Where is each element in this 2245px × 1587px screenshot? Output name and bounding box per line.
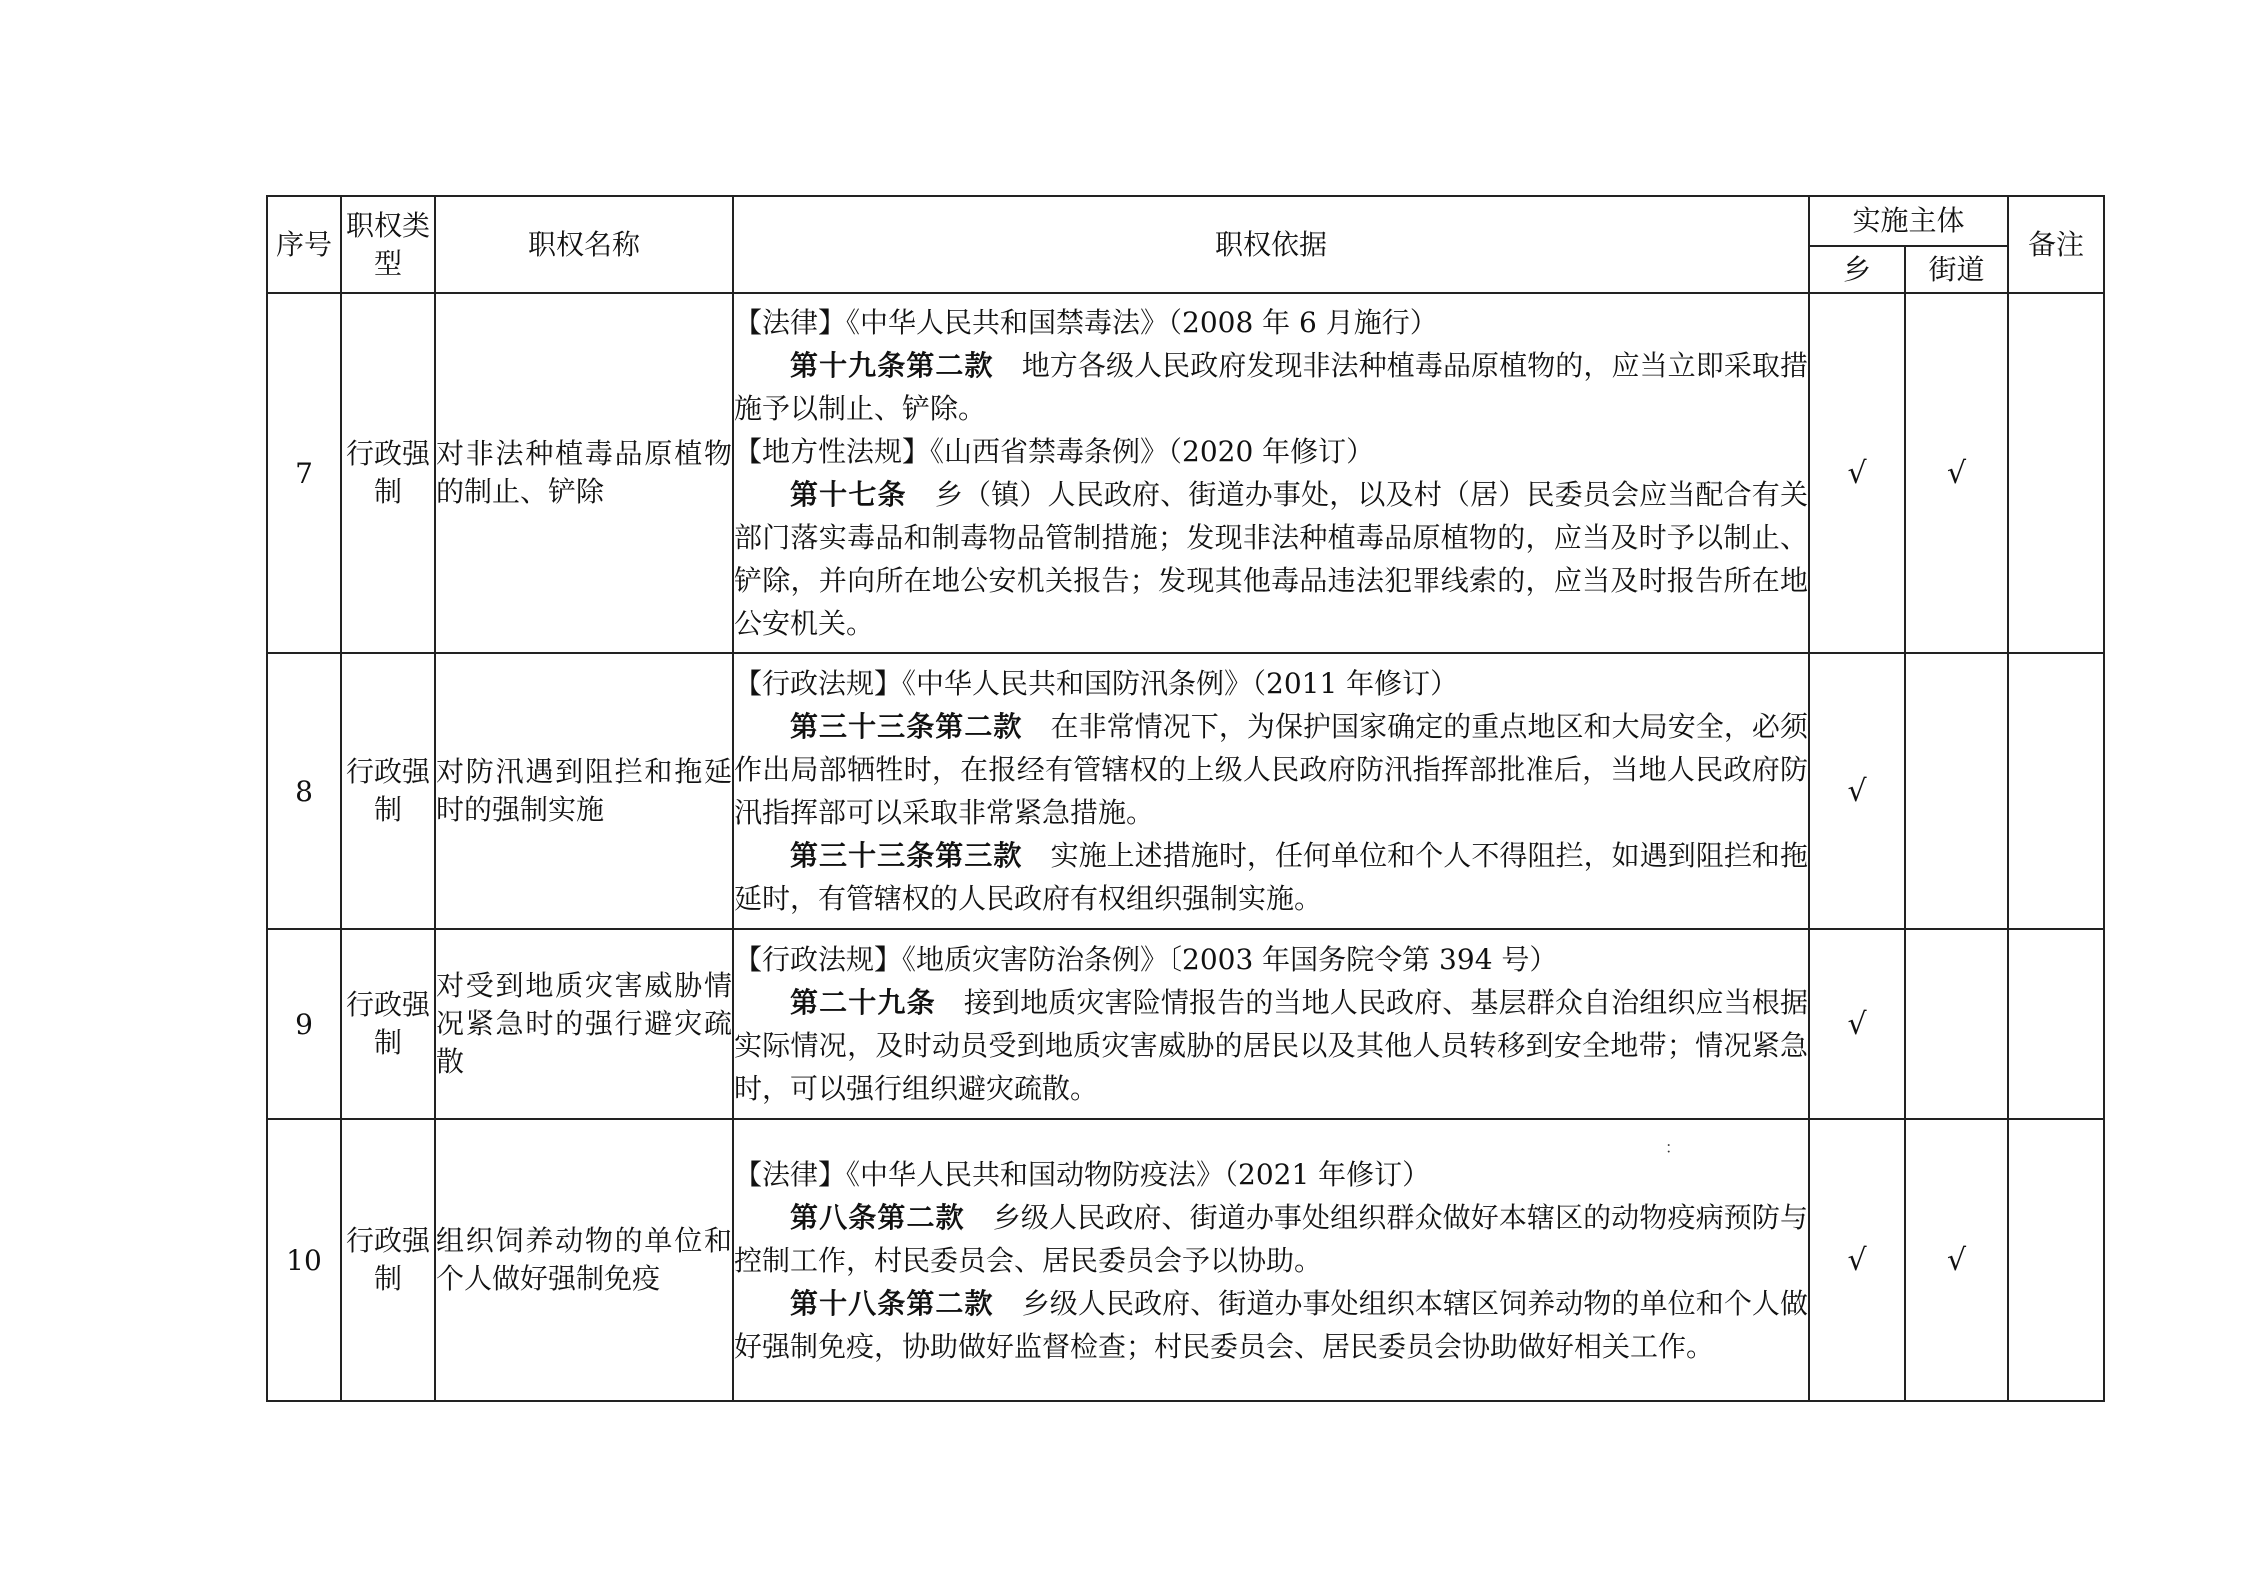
legal-article — [734, 344, 1808, 430]
margin-mark: ： — [1665, 1138, 1682, 1157]
article-title: 第十七条 — [790, 478, 907, 511]
authority-type: 行政强制 — [341, 929, 435, 1119]
authority-basis — [733, 653, 1809, 929]
street-check: √ — [1905, 1119, 2008, 1401]
authority-table — [266, 195, 2105, 1402]
article-title: 第十九条第二款 — [790, 349, 994, 382]
table-row — [267, 653, 2104, 929]
remark-cell — [2008, 929, 2104, 1119]
legal-source: 【法律】《中华人民共和国禁毒法》（2008 年 6 月施行） — [734, 306, 1438, 339]
authority-basis — [733, 293, 1809, 653]
article-text: 乡级人民政府、街道办事处组织本辖区饲养动物的单位和个人做好强制免疫，协助做好监督检查；村民委员会、居民委员会协助做好相关工作。 — [734, 1286, 1808, 1363]
authority-type: 行政强制 — [341, 653, 435, 929]
authority-type: 行政强制 — [341, 1119, 435, 1401]
legal-article — [734, 473, 1808, 645]
street-check: √ — [1905, 293, 2008, 653]
article-text: 实施上述措施时，任何单位和个人不得阻拦，如遇到阻拦和拖延时，有管辖权的人民政府有权组织强制实施。 — [734, 839, 1808, 915]
header-no: 序号 — [267, 196, 341, 293]
article-text: 在非常情况下，为保护国家确定的重点地区和大局安全，必须作出局部牺牲时，在报经有管辖权的上级人民政府防汛指挥部批准后，当地人民政府防汛指挥部可以采取非常紧急措施。 — [734, 710, 1808, 829]
township-check: √ — [1809, 653, 1905, 929]
table-row — [267, 1119, 2104, 1401]
header-street: 街道 — [1905, 246, 2008, 293]
township-check: √ — [1809, 929, 1905, 1119]
township-check: √ — [1809, 293, 1905, 653]
article-title: 第二十九条 — [790, 986, 936, 1019]
table-row — [267, 293, 2104, 653]
header-basis: 职权依据 — [733, 196, 1809, 293]
article-title: 第八条第二款 — [790, 1200, 965, 1234]
remark-cell — [2008, 1119, 2104, 1401]
legal-article — [734, 1196, 1808, 1282]
row-number: 10 — [267, 1119, 341, 1401]
township-check: √ — [1809, 1119, 1905, 1401]
street-check — [1905, 653, 2008, 929]
article-title: 第三十三条第三款 — [790, 839, 1023, 872]
authority-name: 组织饲养动物的单位和个人做好强制免疫 — [435, 1119, 733, 1401]
legal-article — [734, 834, 1808, 920]
article-title: 第三十三条第二款 — [790, 710, 1023, 743]
authority-basis — [733, 929, 1809, 1119]
legal-source: 【行政法规】《地质灾害防治条例》〔2003 年国务院令第 394 号） — [734, 943, 1558, 976]
table-header — [267, 196, 2104, 293]
table-body — [267, 293, 2104, 1401]
article-title: 第十八条第二款 — [790, 1286, 994, 1320]
authority-basis — [733, 1119, 1809, 1401]
header-township: 乡 — [1809, 246, 1905, 293]
authority-name: 对非法种植毒品原植物的制止、铲除 — [435, 293, 733, 653]
article-text: 乡级人民政府、街道办事处组织群众做好本辖区的动物疫病预防与控制工作，村民委员会、居民委员会予以协助。 — [734, 1200, 1808, 1277]
remark-cell — [2008, 653, 2104, 929]
legal-source: 【地方性法规】《山西省禁毒条例》（2020 年修订） — [734, 435, 1375, 468]
header-subject: 实施主体 — [1809, 196, 2008, 246]
header-type: 职权类型 — [341, 196, 435, 293]
legal-source: 【法律】《中华人民共和国动物防疫法》（2021 年修订） — [734, 1157, 1431, 1191]
authority-type: 行政强制 — [341, 293, 435, 653]
authority-name: 对防汛遇到阻拦和拖延时的强制实施 — [435, 653, 733, 929]
header-remark: 备注 — [2008, 196, 2104, 293]
article-text: 乡（镇）人民政府、街道办事处，以及村（居）民委员会应当配合有关部门落实毒品和制毒物品管制措施；发现非法种植毒品原植物的，应当及时予以制止、铲除，并向所在地公安机关报告；发现其他毒品违法犯罪线索的，应当及时报告所在地公安机关。 — [734, 478, 1808, 640]
row-number: 7 — [267, 293, 341, 653]
article-text: 接到地质灾害险情报告的当地人民政府、基层群众自治组织应当根据实际情况，及时动员受到地质灾害威胁的居民以及其他人员转移到安全地带；情况紧急时，可以强行组织避灾疏散。 — [734, 986, 1808, 1105]
legal-article — [734, 705, 1808, 834]
header-name: 职权名称 — [435, 196, 733, 293]
legal-article — [734, 981, 1808, 1110]
legal-source: 【行政法规】《中华人民共和国防汛条例》（2011 年修订） — [734, 667, 1459, 700]
row-number: 8 — [267, 653, 341, 929]
authority-name: 对受到地质灾害威胁情况紧急时的强行避灾疏散 — [435, 929, 733, 1119]
article-text: 地方各级人民政府发现非法种植毒品原植物的，应当立即采取措施予以制止、铲除。 — [734, 349, 1808, 425]
remark-cell — [2008, 293, 2104, 653]
street-check — [1905, 929, 2008, 1119]
legal-article — [734, 1282, 1808, 1368]
row-number: 9 — [267, 929, 341, 1119]
table-row — [267, 929, 2104, 1119]
